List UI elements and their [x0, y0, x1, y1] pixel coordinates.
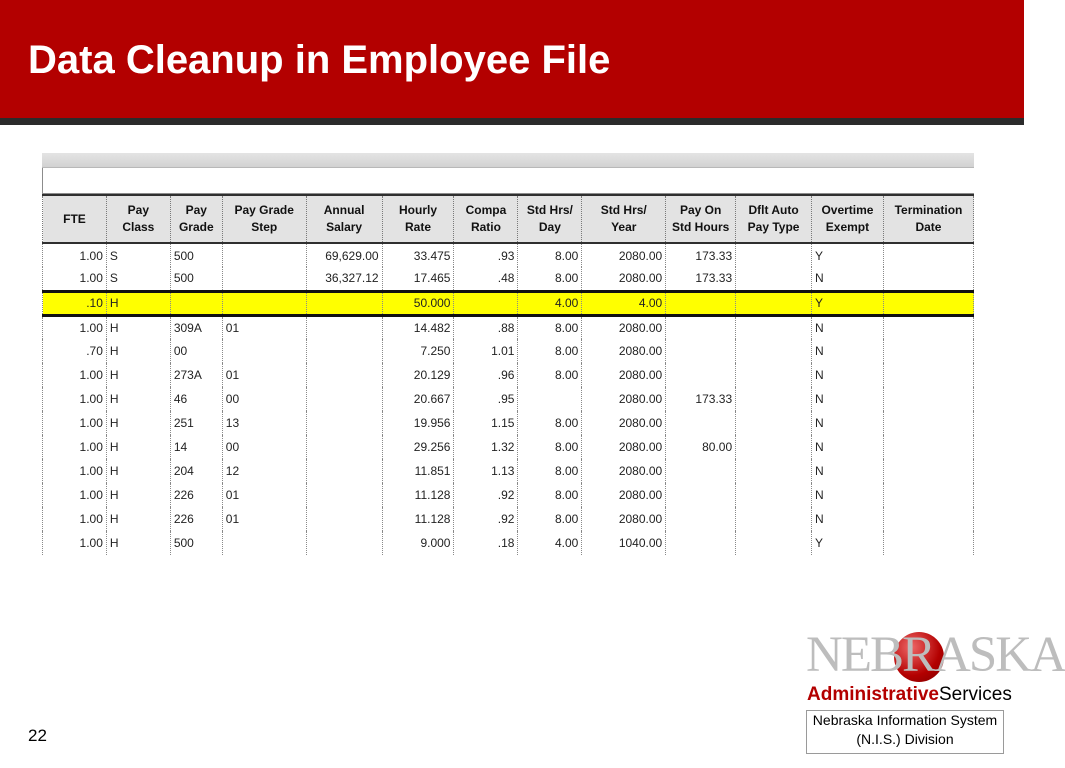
- cell-hrs-day[interactable]: [518, 387, 582, 411]
- cell-fte[interactable]: 1.00: [43, 267, 107, 291]
- cell-pay-grade[interactable]: [170, 291, 222, 315]
- cell-annual-salary[interactable]: [306, 483, 382, 507]
- cell-pay-on-std[interactable]: [666, 363, 736, 387]
- cell-compa-ratio[interactable]: .88: [454, 315, 518, 339]
- cell-pay-class[interactable]: H: [106, 411, 170, 435]
- cell-dflt-pay-type[interactable]: [736, 411, 812, 435]
- cell-dflt-pay-type[interactable]: [736, 243, 812, 267]
- column-header-line2: Day: [538, 220, 561, 234]
- cell-hrs-year[interactable]: 4.00: [582, 291, 666, 315]
- column-header-line1: Pay: [127, 203, 150, 217]
- logo-agency-bold: Administrative: [807, 684, 939, 705]
- cell-ot-exempt[interactable]: N: [811, 315, 883, 339]
- cell-hrs-day[interactable]: 8.00: [518, 411, 582, 435]
- cell-hourly-rate[interactable]: 20.667: [382, 387, 454, 411]
- column-header[interactable]: [811, 195, 883, 243]
- cell-hrs-day[interactable]: 8.00: [518, 435, 582, 459]
- cell-dflt-pay-type[interactable]: [736, 267, 812, 291]
- logo-division-line1: Nebraska Information System: [812, 712, 998, 728]
- cell-dflt-pay-type[interactable]: [736, 483, 812, 507]
- cell-term-date[interactable]: [883, 435, 973, 459]
- cell-annual-salary[interactable]: [306, 291, 382, 315]
- cell-ot-exempt[interactable]: N: [811, 267, 883, 291]
- table-row[interactable]: [43, 435, 974, 459]
- cell-grade-step[interactable]: 01: [222, 363, 306, 387]
- column-header-line2: Step: [251, 220, 278, 234]
- page-number: 22: [28, 726, 47, 745]
- cell-hrs-year[interactable]: 2080.00: [582, 507, 666, 531]
- cell-pay-on-std[interactable]: [666, 315, 736, 339]
- cell-grade-step[interactable]: [222, 531, 306, 555]
- column-header-line1: Std Hrs/: [526, 203, 573, 217]
- column-header[interactable]: [518, 195, 582, 243]
- column-header-line1: Termination: [894, 203, 963, 217]
- title-divider: [0, 118, 1024, 125]
- cell-ot-exempt[interactable]: N: [811, 507, 883, 531]
- column-header[interactable]: [666, 195, 736, 243]
- cell-hourly-rate[interactable]: 11.128: [382, 507, 454, 531]
- table-row[interactable]: [43, 411, 974, 435]
- cell-pay-on-std[interactable]: [666, 459, 736, 483]
- title-bar: [0, 0, 1024, 118]
- cell-pay-on-std[interactable]: [666, 507, 736, 531]
- cell-compa-ratio[interactable]: 1.32: [454, 435, 518, 459]
- cell-fte[interactable]: 1.00: [43, 435, 107, 459]
- cell-pay-class[interactable]: H: [106, 363, 170, 387]
- cell-pay-on-std[interactable]: 173.33: [666, 267, 736, 291]
- cell-fte[interactable]: .70: [43, 339, 107, 363]
- cell-pay-grade[interactable]: 500: [170, 243, 222, 267]
- cell-fte[interactable]: 1.00: [43, 363, 107, 387]
- column-header-line2: Pay Type: [747, 220, 800, 234]
- cell-compa-ratio[interactable]: [454, 291, 518, 315]
- cell-pay-grade[interactable]: 500: [170, 531, 222, 555]
- column-header-line2: Date: [915, 220, 942, 234]
- nebraska-logo: [806, 627, 1065, 754]
- cell-pay-grade[interactable]: 46: [170, 387, 222, 411]
- cell-pay-class[interactable]: H: [106, 315, 170, 339]
- cell-hourly-rate[interactable]: 11.851: [382, 459, 454, 483]
- cell-term-date[interactable]: [883, 363, 973, 387]
- cell-term-date[interactable]: [883, 411, 973, 435]
- cell-fte[interactable]: 1.00: [43, 507, 107, 531]
- cell-hourly-rate[interactable]: 11.128: [382, 483, 454, 507]
- column-header-line2: Class: [122, 220, 155, 234]
- cell-compa-ratio[interactable]: .96: [454, 363, 518, 387]
- cell-hrs-year[interactable]: 2080.00: [582, 267, 666, 291]
- cell-annual-salary[interactable]: [306, 507, 382, 531]
- cell-term-date[interactable]: [883, 387, 973, 411]
- cell-hrs-year[interactable]: 2080.00: [582, 363, 666, 387]
- cell-grade-step[interactable]: [222, 291, 306, 315]
- cell-pay-class[interactable]: S: [106, 267, 170, 291]
- logo-agency: [807, 684, 1012, 706]
- table-row[interactable]: [43, 243, 974, 267]
- cell-hourly-rate[interactable]: 19.956: [382, 411, 454, 435]
- slide-title: Data Cleanup in Employee File: [28, 38, 611, 82]
- cell-term-date[interactable]: [883, 291, 973, 315]
- cell-grade-step[interactable]: 01: [222, 483, 306, 507]
- cell-ot-exempt[interactable]: N: [811, 411, 883, 435]
- cell-ot-exempt[interactable]: N: [811, 459, 883, 483]
- cell-term-date[interactable]: [883, 483, 973, 507]
- cell-pay-on-std[interactable]: [666, 291, 736, 315]
- cell-grade-step[interactable]: 13: [222, 411, 306, 435]
- table-row[interactable]: [43, 363, 974, 387]
- cell-dflt-pay-type[interactable]: [736, 507, 812, 531]
- column-header[interactable]: [736, 195, 812, 243]
- cell-dflt-pay-type[interactable]: [736, 387, 812, 411]
- cell-grade-step[interactable]: [222, 243, 306, 267]
- cell-compa-ratio[interactable]: .48: [454, 267, 518, 291]
- cell-annual-salary[interactable]: [306, 411, 382, 435]
- column-header-line1: Dflt Auto: [748, 203, 799, 217]
- cell-pay-grade[interactable]: 226: [170, 483, 222, 507]
- cell-grade-step[interactable]: 01: [222, 315, 306, 339]
- cell-annual-salary[interactable]: 36,327.12: [306, 267, 382, 291]
- employee-data-grid: [42, 153, 974, 555]
- cell-ot-exempt[interactable]: Y: [811, 531, 883, 555]
- column-header-line2: Ratio: [470, 220, 501, 234]
- cell-pay-grade[interactable]: 204: [170, 459, 222, 483]
- cell-hrs-day[interactable]: 4.00: [518, 291, 582, 315]
- cell-compa-ratio[interactable]: 1.13: [454, 459, 518, 483]
- table-row-highlighted[interactable]: [43, 291, 974, 315]
- table-row[interactable]: [43, 483, 974, 507]
- cell-fte[interactable]: 1.00: [43, 459, 107, 483]
- column-header-line2: Exempt: [825, 220, 870, 234]
- cell-pay-on-std[interactable]: [666, 411, 736, 435]
- cell-ot-exempt[interactable]: Y: [811, 291, 883, 315]
- cell-compa-ratio[interactable]: .92: [454, 507, 518, 531]
- cell-pay-on-std[interactable]: 173.33: [666, 243, 736, 267]
- column-header-line1: Std Hrs/: [600, 203, 647, 217]
- cell-dflt-pay-type[interactable]: [736, 435, 812, 459]
- cell-grade-step[interactable]: 00: [222, 387, 306, 411]
- cell-hourly-rate[interactable]: 17.465: [382, 267, 454, 291]
- cell-annual-salary[interactable]: [306, 363, 382, 387]
- cell-pay-class[interactable]: S: [106, 243, 170, 267]
- cell-fte[interactable]: 1.00: [43, 243, 107, 267]
- cell-grade-step[interactable]: [222, 339, 306, 363]
- cell-annual-salary[interactable]: [306, 315, 382, 339]
- cell-hrs-year[interactable]: 2080.00: [582, 387, 666, 411]
- cell-hrs-day[interactable]: 8.00: [518, 483, 582, 507]
- cell-term-date[interactable]: [883, 243, 973, 267]
- cell-pay-on-std[interactable]: [666, 339, 736, 363]
- cell-term-date[interactable]: [883, 507, 973, 531]
- cell-pay-on-std[interactable]: [666, 483, 736, 507]
- cell-hrs-year[interactable]: 2080.00: [582, 435, 666, 459]
- column-header[interactable]: [306, 195, 382, 243]
- cell-compa-ratio[interactable]: .95: [454, 387, 518, 411]
- column-header-line1: Annual: [323, 203, 365, 217]
- logo-division-box: [806, 710, 1004, 754]
- column-header[interactable]: [106, 195, 170, 243]
- column-header-line2: Rate: [405, 220, 432, 234]
- grid-toolbar: [42, 153, 974, 168]
- cell-hrs-year[interactable]: 2080.00: [582, 315, 666, 339]
- table-header-row: [43, 195, 974, 243]
- cell-hrs-day[interactable]: 8.00: [518, 267, 582, 291]
- column-header-line1: Pay: [185, 203, 207, 217]
- cell-fte[interactable]: 1.00: [43, 387, 107, 411]
- cell-fte[interactable]: 1.00: [43, 483, 107, 507]
- cell-hourly-rate[interactable]: 50.000: [382, 291, 454, 315]
- cell-grade-step[interactable]: 12: [222, 459, 306, 483]
- table-row[interactable]: [43, 507, 974, 531]
- cell-grade-step[interactable]: 01: [222, 507, 306, 531]
- table-body: [43, 243, 974, 555]
- cell-ot-exempt[interactable]: N: [811, 363, 883, 387]
- cell-ot-exempt[interactable]: N: [811, 435, 883, 459]
- cell-grade-step[interactable]: [222, 267, 306, 291]
- column-header[interactable]: [43, 195, 107, 243]
- cell-grade-step[interactable]: 00: [222, 435, 306, 459]
- cell-dflt-pay-type[interactable]: [736, 459, 812, 483]
- cell-pay-on-std[interactable]: 80.00: [666, 435, 736, 459]
- column-header[interactable]: [170, 195, 222, 243]
- cell-dflt-pay-type[interactable]: [736, 315, 812, 339]
- column-header-line2: Grade: [178, 220, 214, 234]
- column-header[interactable]: [382, 195, 454, 243]
- cell-hourly-rate[interactable]: 9.000: [382, 531, 454, 555]
- cell-term-date[interactable]: [883, 267, 973, 291]
- cell-hourly-rate[interactable]: 20.129: [382, 363, 454, 387]
- cell-hrs-year[interactable]: 2080.00: [582, 411, 666, 435]
- cell-hrs-day[interactable]: 8.00: [518, 507, 582, 531]
- cell-pay-class[interactable]: H: [106, 435, 170, 459]
- column-header[interactable]: [582, 195, 666, 243]
- cell-hrs-day[interactable]: 8.00: [518, 315, 582, 339]
- cell-hourly-rate[interactable]: 33.475: [382, 243, 454, 267]
- cell-annual-salary[interactable]: 69,629.00: [306, 243, 382, 267]
- cell-hrs-year[interactable]: 2080.00: [582, 483, 666, 507]
- cell-hrs-day[interactable]: 4.00: [518, 531, 582, 555]
- cell-pay-class[interactable]: H: [106, 507, 170, 531]
- cell-pay-grade[interactable]: 00: [170, 339, 222, 363]
- cell-pay-grade[interactable]: 14: [170, 435, 222, 459]
- cell-ot-exempt[interactable]: Y: [811, 243, 883, 267]
- cell-hrs-day[interactable]: 8.00: [518, 459, 582, 483]
- cell-hrs-day[interactable]: 8.00: [518, 363, 582, 387]
- column-header-line2: Year: [611, 220, 637, 234]
- table-row[interactable]: [43, 315, 974, 339]
- cell-compa-ratio[interactable]: .93: [454, 243, 518, 267]
- column-header-line1: Hourly: [399, 203, 438, 217]
- table-row[interactable]: [43, 267, 974, 291]
- cell-compa-ratio[interactable]: 1.15: [454, 411, 518, 435]
- table-row[interactable]: [43, 387, 974, 411]
- cell-pay-on-std[interactable]: [666, 531, 736, 555]
- column-header-line2: Std Hours: [671, 220, 730, 234]
- cell-compa-ratio[interactable]: .18: [454, 531, 518, 555]
- cell-pay-grade[interactable]: 226: [170, 507, 222, 531]
- cell-annual-salary[interactable]: [306, 531, 382, 555]
- cell-pay-class[interactable]: H: [106, 459, 170, 483]
- column-header[interactable]: [883, 195, 973, 243]
- cell-hourly-rate[interactable]: 29.256: [382, 435, 454, 459]
- cell-dflt-pay-type[interactable]: [736, 291, 812, 315]
- cell-fte[interactable]: .10: [43, 291, 107, 315]
- cell-hrs-day[interactable]: 8.00: [518, 339, 582, 363]
- cell-hrs-year[interactable]: 2080.00: [582, 339, 666, 363]
- column-header-line2: Salary: [326, 220, 363, 234]
- cell-ot-exempt[interactable]: N: [811, 339, 883, 363]
- cell-pay-on-std[interactable]: 173.33: [666, 387, 736, 411]
- grid-blank-row: [42, 168, 974, 194]
- cell-fte[interactable]: 1.00: [43, 315, 107, 339]
- column-header-line1: Pay Grade: [234, 203, 294, 217]
- cell-dflt-pay-type[interactable]: [736, 363, 812, 387]
- cell-pay-class[interactable]: H: [106, 339, 170, 363]
- cell-fte[interactable]: 1.00: [43, 411, 107, 435]
- cell-hrs-year[interactable]: 1040.00: [582, 531, 666, 555]
- logo-division-line2: (N.I.S.) Division: [856, 731, 954, 747]
- cell-ot-exempt[interactable]: N: [811, 483, 883, 507]
- cell-term-date[interactable]: [883, 315, 973, 339]
- cell-dflt-pay-type[interactable]: [736, 531, 812, 555]
- cell-annual-salary[interactable]: [306, 387, 382, 411]
- cell-hrs-year[interactable]: 2080.00: [582, 459, 666, 483]
- cell-hrs-day[interactable]: 8.00: [518, 243, 582, 267]
- cell-pay-class[interactable]: H: [106, 291, 170, 315]
- column-header-line1: Pay On: [679, 203, 722, 217]
- cell-ot-exempt[interactable]: N: [811, 387, 883, 411]
- column-header-line1: Overtime: [821, 203, 874, 217]
- cell-hrs-year[interactable]: 2080.00: [582, 243, 666, 267]
- cell-pay-class[interactable]: H: [106, 531, 170, 555]
- table-row[interactable]: [43, 459, 974, 483]
- cell-term-date[interactable]: [883, 531, 973, 555]
- cell-dflt-pay-type[interactable]: [736, 339, 812, 363]
- cell-annual-salary[interactable]: [306, 435, 382, 459]
- logo-wordmark: NEBRASKA: [806, 627, 1065, 683]
- cell-annual-salary[interactable]: [306, 459, 382, 483]
- cell-term-date[interactable]: [883, 459, 973, 483]
- cell-annual-salary[interactable]: [306, 339, 382, 363]
- column-header[interactable]: [454, 195, 518, 243]
- logo-agency-rest: Services: [938, 684, 1012, 705]
- cell-pay-class[interactable]: H: [106, 483, 170, 507]
- cell-hourly-rate[interactable]: 14.482: [382, 315, 454, 339]
- column-header-line1: FTE: [63, 211, 86, 226]
- employee-table: [42, 194, 974, 555]
- cell-compa-ratio[interactable]: 1.01: [454, 339, 518, 363]
- cell-pay-grade[interactable]: 309A: [170, 315, 222, 339]
- cell-pay-grade[interactable]: 273A: [170, 363, 222, 387]
- cell-fte[interactable]: 1.00: [43, 531, 107, 555]
- cell-compa-ratio[interactable]: .92: [454, 483, 518, 507]
- cell-term-date[interactable]: [883, 339, 973, 363]
- column-header[interactable]: [222, 195, 306, 243]
- cell-pay-grade[interactable]: 251: [170, 411, 222, 435]
- table-row[interactable]: [43, 531, 974, 555]
- column-header-line1: Compa: [465, 203, 507, 217]
- table-row[interactable]: [43, 339, 974, 363]
- cell-pay-class[interactable]: H: [106, 387, 170, 411]
- cell-hourly-rate[interactable]: 7.250: [382, 339, 454, 363]
- cell-pay-grade[interactable]: 500: [170, 267, 222, 291]
